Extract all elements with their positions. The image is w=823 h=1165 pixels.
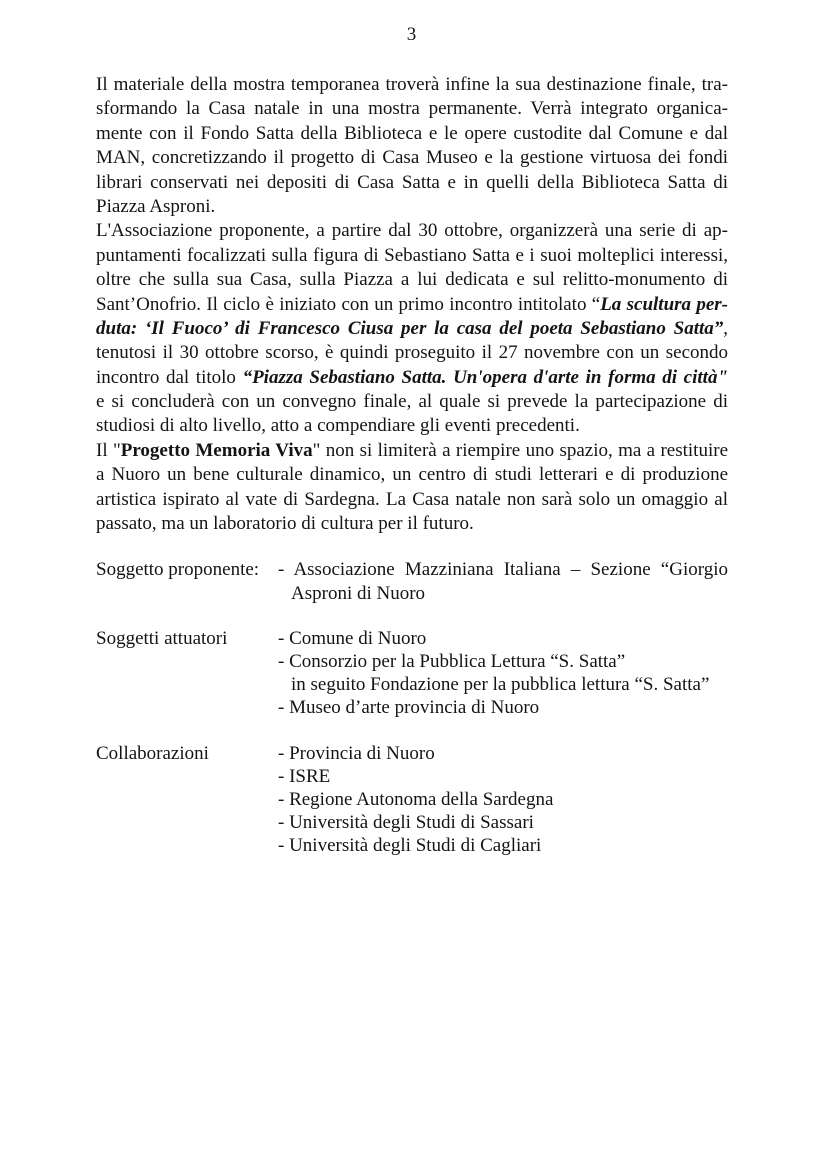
section-items [278, 558, 728, 604]
page-number: 3 [406, 24, 417, 45]
body-line [96, 366, 728, 390]
emphasized-text-segment: duta: ‘Il Fuoco’ di Francesco Ciusa per la casa del poeta Sebastiano Satta” [96, 317, 724, 339]
body-line [96, 219, 728, 243]
text-segment: L'Associazione proponente, a partire dal 30 ottobre, organizzerà una serie di ap- [96, 220, 728, 242]
emphasized-text-segment: La scultura per- [600, 293, 728, 315]
section-item: - Università degli Studi di Sassari [278, 812, 534, 834]
body-line [96, 439, 728, 463]
section-item: in seguito Fondazione per la pubblica lettura “S. Satta” [291, 674, 710, 696]
emphasized-text-segment: Progetto Memoria Viva [120, 439, 313, 461]
body-line [96, 171, 728, 195]
text-segment: studiosi di alto livello, atto a compendiare gli eventi precedenti. [96, 415, 580, 437]
body-line [96, 97, 728, 121]
body-text [96, 73, 728, 536]
text-segment: mente con il Fondo Satta della Biblioteca e le opere custodite dal Comune e dal [96, 122, 728, 144]
section-item: - ISRE [278, 765, 331, 787]
text-segment: Il materiale della mostra temporanea troverà infine la sua destinazione finale, tra- [96, 74, 728, 95]
text-segment: oltre che sulla sua Casa, sulla Piazza a lui dedicata e sul relitto-monumento di [96, 269, 728, 291]
body-line [96, 73, 728, 97]
text-segment: e si concluderà con un convegno finale, al quale si prevede la partecipazione di [96, 391, 728, 413]
section-label: Soggetto proponente: [96, 559, 260, 581]
body-line [96, 122, 728, 146]
text-segment: incontro dal titolo [96, 366, 243, 388]
body-line [96, 488, 728, 512]
section-item: Asproni di Nuoro [291, 582, 426, 604]
body-line [96, 512, 728, 536]
text-segment: a Nuoro un bene culturale dinamico, un centro di studi letterari e di produzione [96, 464, 728, 486]
text-segment: Sant’Onofrio. Il ciclo è iniziato con un primo incontro intitolato “ [96, 293, 601, 315]
text-segment: sformando la Casa natale in una mostra permanente. Verrà integrato organica- [96, 98, 728, 120]
emphasized-text-segment: “Piazza Sebastiano Satta. Un'opera d'arte in forma di città" [242, 366, 728, 388]
section-item: - Regione Autonoma della Sardegna [278, 789, 554, 811]
body-line [96, 463, 728, 487]
section-row [96, 742, 728, 858]
section-item: - Associazione Mazziniana Italiana – Sezione “Giorgio [278, 559, 728, 581]
text-segment: passato, ma un laboratorio di cultura per il futuro. [96, 513, 474, 535]
body-line [96, 414, 728, 438]
body-line [96, 293, 728, 317]
text-segment: librari conservati nei depositi di Casa Satta e in quelli della Biblioteca Satta di [96, 171, 728, 193]
section-label: Collaborazioni [96, 742, 209, 764]
credits-sections [96, 558, 728, 857]
body-line [96, 146, 728, 170]
section-items [278, 742, 728, 858]
section-row [96, 627, 728, 720]
section-label: Soggetti attuatori [96, 627, 228, 649]
body-line [96, 390, 728, 414]
text-segment: " non si limiterà a riempire uno spazio, ma a restituire [312, 439, 728, 461]
text-segment: tenutosi il 30 ottobre scorso, è quindi proseguito il 27 novembre con un secondo [96, 342, 728, 364]
section-item: - Università degli Studi di Cagliari [278, 835, 542, 857]
body-line [96, 244, 728, 268]
body-line [96, 341, 728, 365]
text-segment: , [723, 317, 728, 339]
body-line [96, 317, 728, 341]
section-item: - Museo d’arte provincia di Nuoro [278, 697, 540, 719]
text-segment: artistica ispirato al vate di Sardegna. La Casa natale non sarà solo un omaggio al [96, 488, 728, 510]
text-segment: Il " [96, 439, 121, 461]
section-items [278, 627, 728, 720]
section-item: - Consorzio per la Pubblica Lettura “S. Satta” [278, 651, 626, 673]
body-line [96, 268, 728, 292]
text-segment: Piazza Asproni. [96, 195, 216, 217]
section-row [96, 558, 728, 604]
section-item: - Provincia di Nuoro [278, 742, 435, 764]
body-line [96, 195, 728, 219]
text-segment: MAN, concretizzando il progetto di Casa Museo e la gestione virtuosa dei fondi [96, 147, 728, 169]
section-item: - Comune di Nuoro [278, 627, 427, 649]
text-segment: puntamenti focalizzati sulla figura di Sebastiano Satta e i suoi molteplici interessi, [96, 244, 728, 266]
